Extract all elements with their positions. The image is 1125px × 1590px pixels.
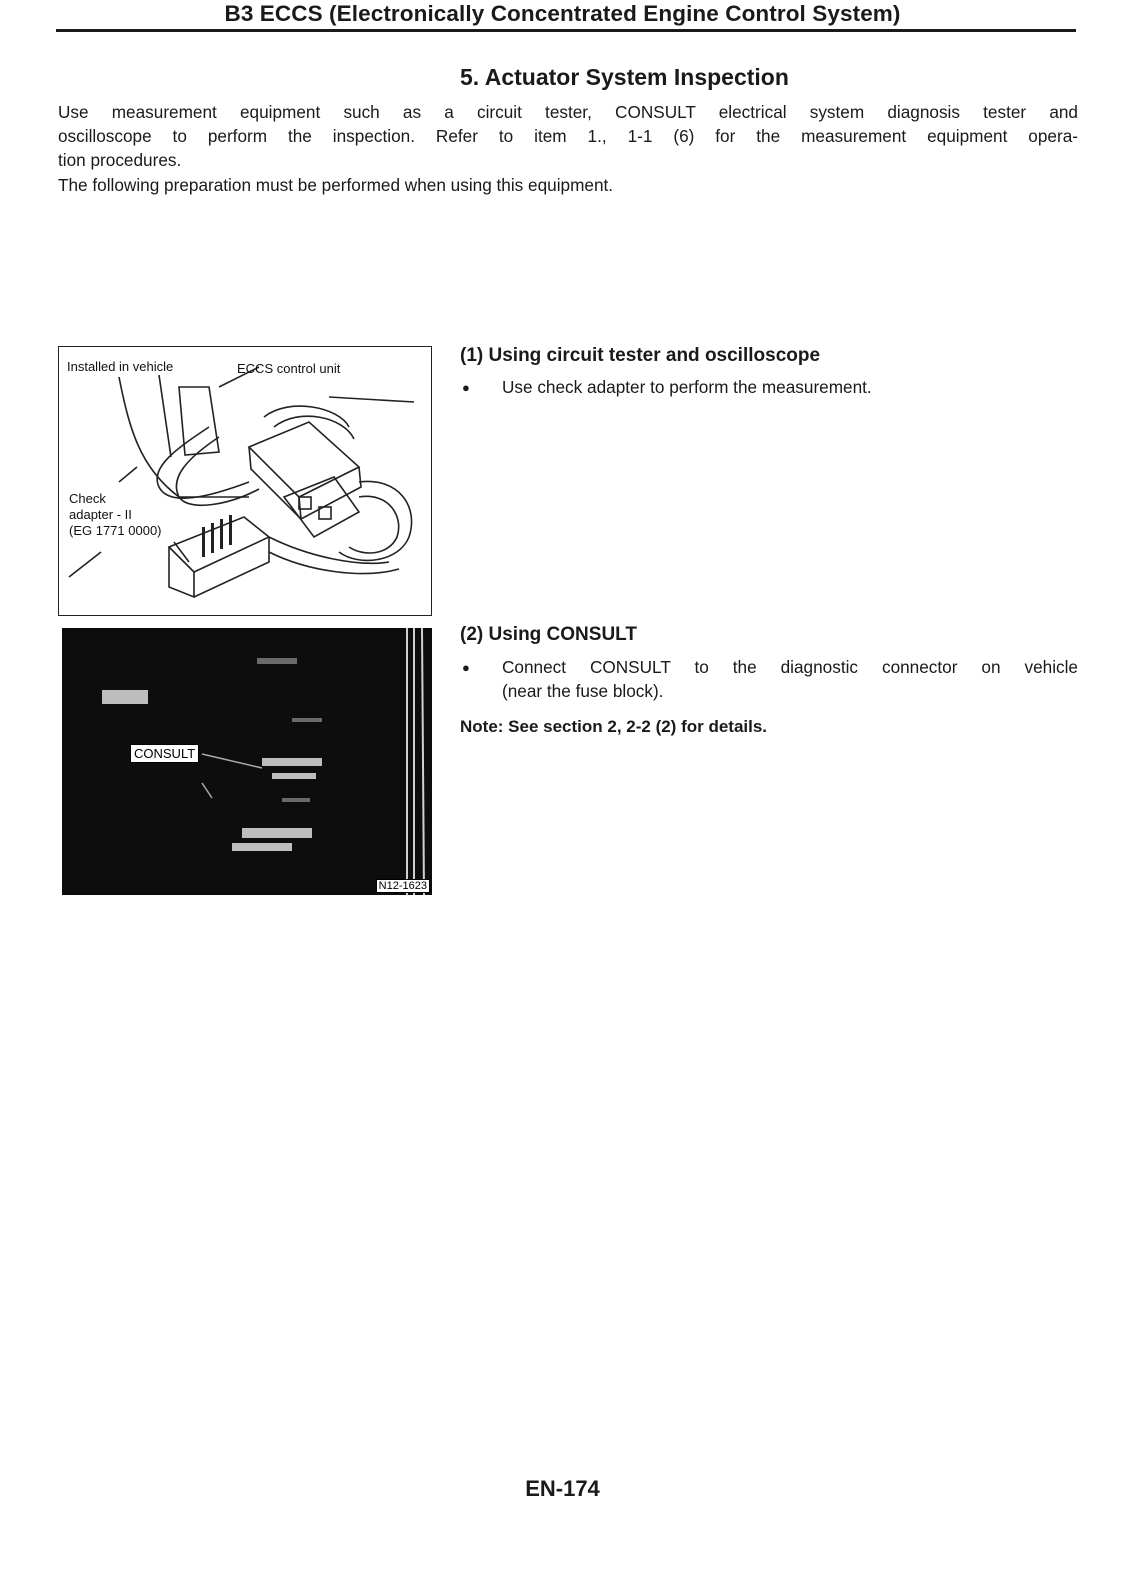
check-adapter-label-line1: Check: [69, 491, 106, 506]
subsection-1-bullet: Use check adapter to perform the measurement.: [502, 377, 872, 397]
subsection-2-heading: (2) Using CONSULT: [460, 624, 637, 645]
consult-photo: [62, 628, 432, 895]
intro-line: The following preparation must be performed when using this equipment.: [58, 174, 614, 195]
photo-code-label: N12-1623: [376, 879, 430, 893]
subsection-2-bullet-line1: Connect CONSULT to the diagnostic connector on vehicle: [502, 657, 1078, 677]
bullet-icon: ●: [462, 660, 470, 675]
intro-line: tion procedures.: [58, 150, 182, 171]
consult-label: CONSULT: [130, 744, 199, 763]
subsection-1-heading: (1) Using circuit tester and oscilloscope: [460, 345, 821, 366]
header-rule: [56, 29, 1076, 32]
page-header-title: B3 ECCS (Electronically Concentrated Engine Control System): [224, 1, 901, 26]
section-heading: 5. Actuator System Inspection: [460, 64, 789, 90]
consult-photo-drawing: [62, 628, 432, 895]
bullet-icon: ●: [462, 380, 470, 395]
intro-paragraph: [58, 100, 1078, 197]
subsection-2-bullet: [502, 655, 1078, 703]
page-number: EN-174: [525, 1476, 600, 1501]
check-adapter-label-line3: (EG 1771 0000): [69, 523, 162, 538]
intro-line: Use measurement equipment such as a circuit tester, CONSULT electrical system diagnosis tester and: [58, 102, 1078, 122]
note-text: Note: See section 2, 2-2 (2) for details.: [460, 717, 768, 736]
check-adapter-illustration: [58, 346, 432, 616]
installed-in-vehicle-label: Installed in vehicle: [67, 359, 174, 374]
check-adapter-label-line2: adapter - II: [69, 507, 132, 522]
eccs-control-unit-label: ECCS control unit: [237, 361, 341, 376]
subsection-2-bullet-line2: (near the fuse block).: [502, 681, 664, 701]
check-adapter-drawing: [59, 347, 432, 616]
intro-line: oscilloscope to perform the inspection. Refer to item 1., 1-1 (6) for the measurement equipment opera-: [58, 126, 1078, 147]
